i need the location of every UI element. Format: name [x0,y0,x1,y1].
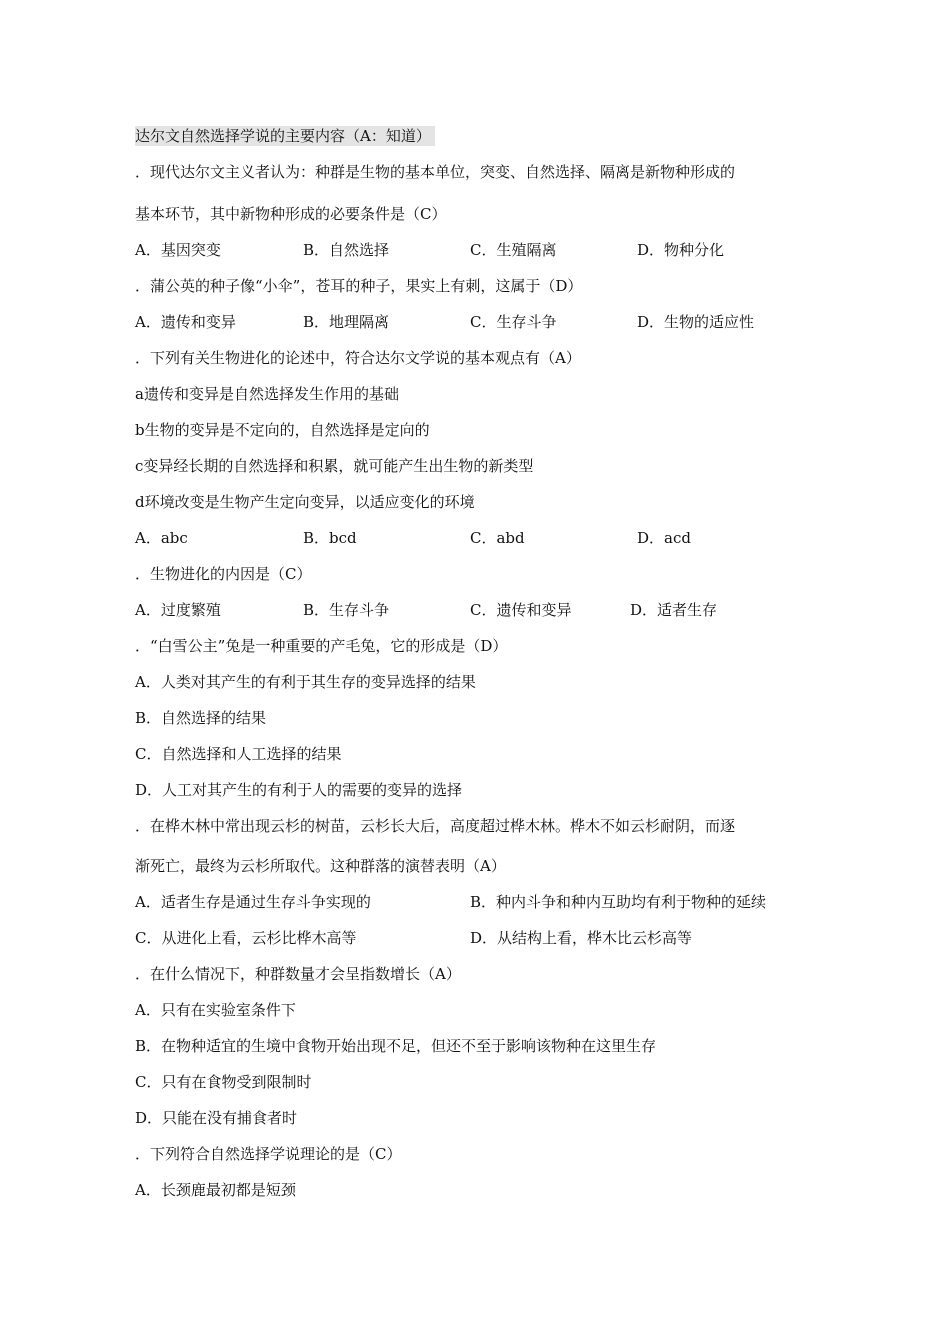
option-c: C．自然选择和人工选择的结果 [135,745,342,763]
option-a: A．abc [135,529,188,547]
option-d: D．人工对其产生的有利于人的需要的变异的选择 [135,781,463,799]
question-6-stem-line-2: 渐死亡，最终为云杉所取代。这种群落的演替表明（A） [135,857,506,875]
statement-d: d环境改变是生物产生定向变异，以适应变化的环境 [135,493,475,511]
option-a: A．基因突变 [135,241,221,259]
question-1-stem-line-2: 基本环节，其中新物种形成的必要条件是（C） [135,205,447,223]
option-c: C．生存斗争 [470,313,557,331]
option-d: D．只能在没有捕食者时 [135,1109,298,1127]
question-3-stem: ．下列有关生物进化的论述中，符合达尔文学说的基本观点有（A） [135,349,581,367]
question-8-stem: ．下列符合自然选择学说理论的是（C） [135,1145,402,1163]
question-7-stem: ．在什么情况下，种群数量才会呈指数增长（A） [135,965,461,983]
statement-c: c变异经长期的自然选择和积累，就可能产生出生物的新类型 [135,457,534,475]
option-b: B．自然选择 [303,241,390,259]
option-b: B．自然选择的结果 [135,709,267,727]
option-a: A．遗传和变异 [135,313,236,331]
question-2-stem: ．蒲公英的种子像“小伞”，苍耳的种子，果实上有刺，这属于（D） [135,277,583,295]
option-d: D．物种分化 [637,241,725,259]
question-1-stem-line-1: ．现代达尔文主义者认为：种群是生物的基本单位，突变、自然选择、隔离是新物种形成的 [135,163,736,181]
option-a: A．适者生存是通过生存斗争实现的 [135,893,371,911]
section-heading: 达尔文自然选择学说的主要内容（A：知道） [135,125,435,147]
option-a: A．人类对其产生的有利于其生存的变异选择的结果 [135,673,476,691]
option-b: B．bcd [303,529,357,547]
option-c: C．生殖隔离 [470,241,557,259]
option-a: A．长颈鹿最初都是短颈 [135,1181,296,1199]
option-a: A．过度繁殖 [135,601,221,619]
statement-a: a遗传和变异是自然选择发生作用的基础 [135,385,399,403]
option-a: A．只有在实验室条件下 [135,1001,296,1019]
option-c: C．遗传和变异 [470,601,572,619]
option-d: D．从结构上看，桦木比云杉高等 [470,929,693,947]
option-d: D．适者生存 [630,601,718,619]
option-b: B．种内斗争和种内互助均有利于物种的延续 [470,893,767,911]
question-5-stem: ．“白雪公主”兔是一种重要的产毛兔，它的形成是（D） [135,637,508,655]
option-b: B．在物种适宜的生境中食物开始出现不足，但还不至于影响该物种在这里生存 [135,1037,657,1055]
option-d: D．acd [637,529,691,547]
option-c: C．abd [470,529,525,547]
option-b: B．生存斗争 [303,601,390,619]
option-c: C．从进化上看，云杉比桦木高等 [135,929,357,947]
option-d: D．生物的适应性 [637,313,755,331]
statement-b: b生物的变异是不定向的，自然选择是定向的 [135,421,430,439]
option-b: B．地理隔离 [303,313,390,331]
question-6-stem-line-1: ．在桦木林中常出现云杉的树苗，云杉长大后，高度超过桦木林。桦木不如云杉耐阴，而逐 [135,817,736,835]
question-4-stem: ．生物进化的内因是（C） [135,565,312,583]
option-c: C．只有在食物受到限制时 [135,1073,312,1091]
